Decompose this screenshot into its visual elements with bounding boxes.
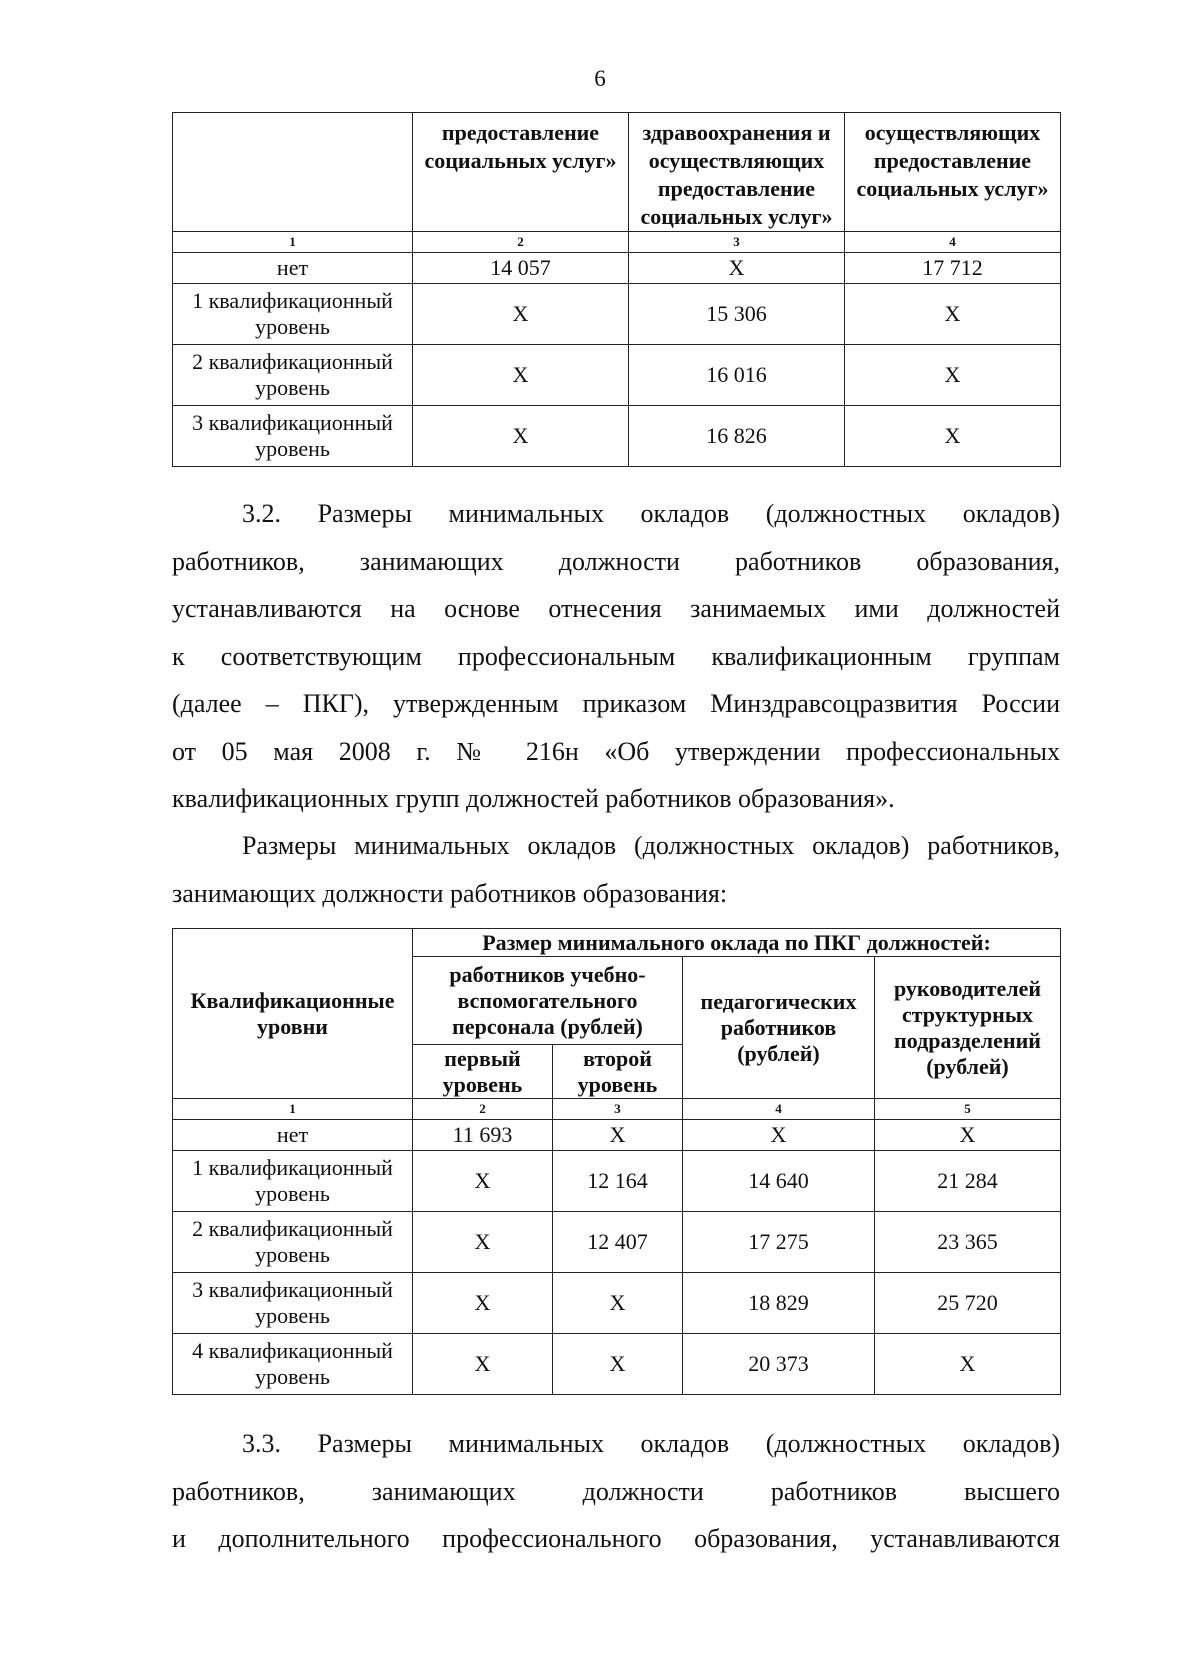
level-cell: 3 квалификационный уровень [173,1273,413,1334]
text-line: устанавливаются на основе отнесения занимаемых ими должностей [172,594,1060,623]
value-cell: X [413,1212,553,1273]
table-header-cell: здравоохранения и осуществляющих предоставление социальных услуг» [629,113,845,232]
table-header-cell: осуществляющих предоставление социальных услуг» [845,113,1061,232]
value-cell: X [875,1120,1061,1151]
value-cell: 14 057 [413,253,629,284]
level-cell: 2 квалификационный уровень [173,345,413,406]
table-row [173,406,1061,467]
value-cell: 14 640 [683,1151,875,1212]
text-line: работников, занимающих должности работников высшего [172,1476,1060,1506]
value-cell: 17 712 [845,253,1061,284]
text-line: 3.3. Размеры минимальных окладов (должностных окладов) [242,1429,1060,1458]
level-cell: нет [173,253,413,284]
table-header-cell [173,113,413,232]
value-cell: X [845,406,1061,467]
text-line: занимающих должности работников образования: [172,878,728,908]
salary-table-education [172,928,1061,1395]
level-cell: 3 квалификационный уровень [173,406,413,467]
level-cell: 1 квалификационный уровень [173,1151,413,1212]
header-department-heads: руководителей структурных подразделений (рублей) [875,957,1061,1099]
value-cell: 25 720 [875,1273,1061,1334]
table-header-row [173,113,1061,232]
paragraph-intro [172,822,1060,917]
value-cell: X [553,1273,683,1334]
table-header-row [173,929,1061,957]
value-cell: 15 306 [629,284,845,345]
column-number: 3 [553,1099,683,1120]
paragraph-3-3 [172,1420,1060,1563]
value-cell: X [845,284,1061,345]
value-cell: 21 284 [875,1151,1061,1212]
text-line: (далее – ПКГ), утвержденным приказом Минздравсоцразвития России [172,689,1060,718]
value-cell: X [413,1151,553,1212]
value-cell: X [875,1334,1061,1395]
table-row [173,284,1061,345]
column-number: 2 [413,232,629,253]
text-line: работников, занимающих должности работников образования, [172,546,1060,576]
value-cell: X [683,1120,875,1151]
header-qualification-levels: Квалификационные уровни [173,929,413,1099]
level-cell: нет [173,1120,413,1151]
value-cell: 16 826 [629,406,845,467]
table-row [173,345,1061,406]
column-number: 5 [875,1099,1061,1120]
value-cell: 20 373 [683,1334,875,1395]
text-line: Размеры минимальных окладов (должностных окладов) работников, [242,831,1060,860]
level-cell: 1 квалификационный уровень [173,284,413,345]
column-number: 2 [413,1099,553,1120]
value-cell: X [413,1334,553,1395]
table-header-cell: предоставление социальных услуг» [413,113,629,232]
text-line: к соответствующим профессиональным квалификационным группам [172,641,1060,671]
value-cell: 12 407 [553,1212,683,1273]
value-cell: 17 275 [683,1212,875,1273]
value-cell: 16 016 [629,345,845,406]
value-cell: X [553,1120,683,1151]
value-cell: 18 829 [683,1273,875,1334]
value-cell: X [413,1273,553,1334]
text-line: от 05 мая 2008 г. № 216н «Об утверждении профессиональных [172,736,1060,766]
text-line: 3.2. Размеры минимальных окладов (должностных окладов) [242,499,1060,528]
column-number: 3 [629,232,845,253]
text-line: квалификационных групп должностей работников образования». [172,784,895,813]
column-number: 1 [173,232,413,253]
column-number: 4 [683,1099,875,1120]
header-first-level: первый уровень [413,1045,553,1099]
header-pedagogical: педагогических работников (рублей) [683,957,875,1099]
salary-table-social-services [172,112,1061,467]
value-cell: 23 365 [875,1212,1061,1273]
header-support-staff: работников учебно-вспомогательного персонала (рублей) [413,957,683,1045]
column-number: 4 [845,232,1061,253]
value-cell: X [845,345,1061,406]
table-row [173,1120,1061,1151]
value-cell: X [629,253,845,284]
value-cell: 11 693 [413,1120,553,1151]
table-row [173,1212,1061,1273]
level-cell: 4 квалификационный уровень [173,1334,413,1395]
table-row [173,1334,1061,1395]
value-cell: X [553,1334,683,1395]
level-cell: 2 квалификационный уровень [173,1212,413,1273]
paragraph-3-2 [172,490,1060,823]
table-row [173,1273,1061,1334]
page-number: 6 [594,66,606,91]
column-number-row [173,232,1061,253]
column-number: 1 [173,1099,413,1120]
header-second-level: второй уровень [553,1045,683,1099]
header-group: Размер минимального оклада по ПКГ должностей: [413,929,1061,957]
table-row [173,253,1061,284]
table-row [173,1151,1061,1212]
text-line: и дополнительного профессионального образования, устанавливаются [172,1524,1060,1553]
value-cell: X [413,284,629,345]
value-cell: X [413,345,629,406]
column-number-row [173,1099,1061,1120]
value-cell: 12 164 [553,1151,683,1212]
value-cell: X [413,406,629,467]
